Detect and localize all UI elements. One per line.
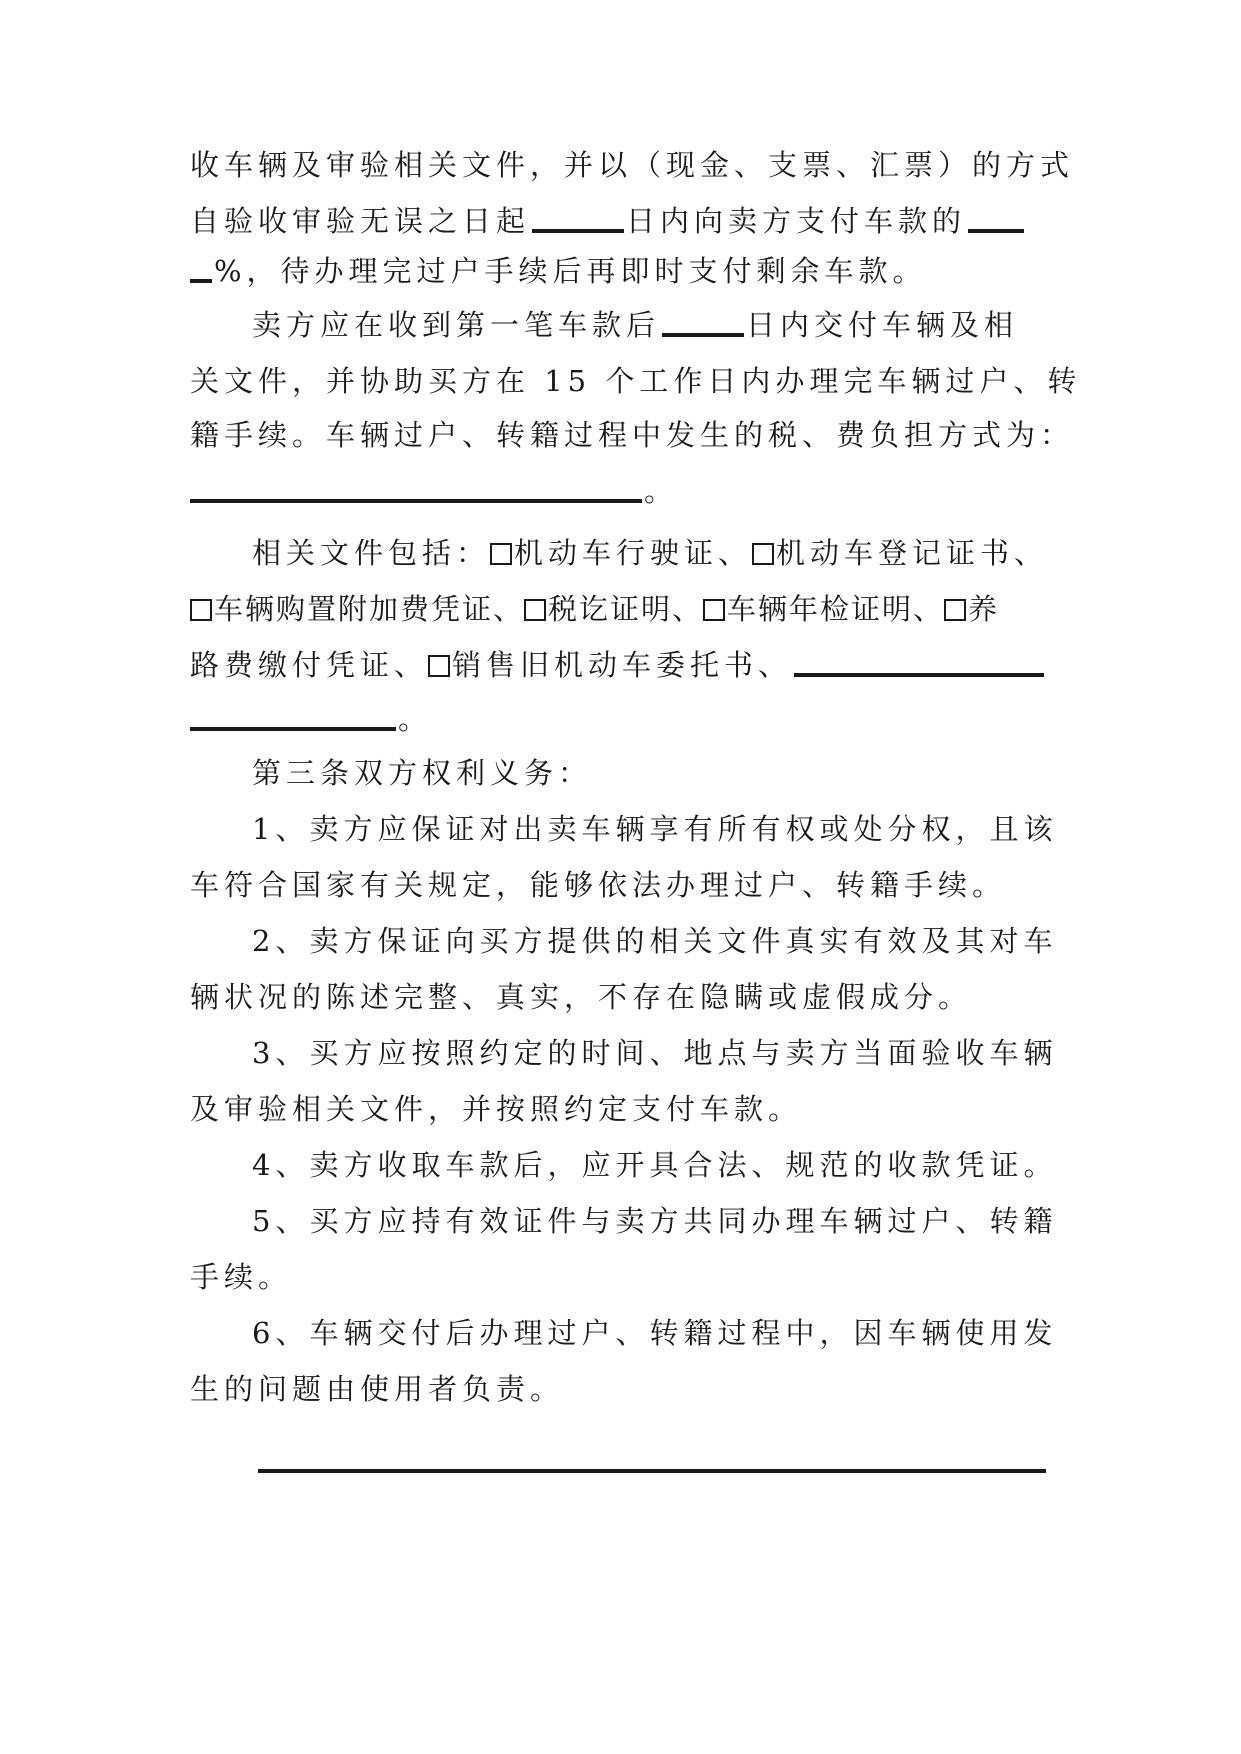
line-text: 车辆年检证明、 [727,592,945,626]
line-text: 。 [398,702,433,736]
text-line [258,1430,1050,1492]
text-line [252,1190,1058,1252]
line-text: 。 [644,474,679,508]
line-text: %，待办理完过户手续后再即时支付剩余车款。 [214,254,927,288]
line-text: 相关文件包括： [252,536,491,570]
checkbox[interactable] [944,599,966,621]
line-text: 生的问题由使用者负责。 [190,1372,565,1406]
line-text: 1、卖方应保证对出卖车辆享有所有权或处分权，且该 [252,812,1058,846]
line-text: 辆状况的陈述完整、真实，不存在隐瞒或虚假成分。 [190,980,973,1014]
text-line [252,1022,1058,1084]
fill-in-blank[interactable] [190,498,642,503]
line-text: 机动车登记证书、 [776,536,1049,570]
line-text: 车辆购置附加费凭证、 [214,592,525,626]
line-text: 3、买方应按照约定的时间、地点与卖方当面验收车辆 [252,1036,1058,1070]
line-text: 6、车辆交付后办理过户、转籍过程中，因车辆使用发 [252,1316,1058,1350]
text-line [190,1078,1050,1140]
text-line [190,460,1050,522]
text-line [190,404,1075,466]
fill-in-blank[interactable] [532,228,624,233]
line-text: 卖方应在收到第一笔车款后 [252,308,661,342]
line-text: 日内交付车辆及相 [746,308,1019,342]
fill-in-blank[interactable] [258,1468,1046,1473]
text-line [252,742,1052,804]
checkbox[interactable] [752,543,774,565]
text-line [252,522,1052,584]
line-text: 收车辆及审验相关文件，并以（现金、支票、汇票）的方式 [190,148,1075,182]
line-text: 自验收审验无误之日起 [190,204,531,238]
line-text: 销售旧机动车委托书、 [452,648,793,682]
line-text: 税讫证明、 [548,592,704,626]
fill-in-blank[interactable] [968,228,1024,233]
text-line [190,1358,1050,1420]
line-text: 关文件，并协助买方在 15 个工作日内办理完车辆过户、转 [190,364,1082,398]
line-text: 日内向卖方支付车款的 [626,204,967,238]
text-line [190,966,1050,1028]
line-text: 机动车行驶证、 [514,536,753,570]
line-text: 养 [968,592,1000,626]
checkbox[interactable] [524,599,546,621]
text-line [252,1302,1058,1364]
text-line [252,910,1058,972]
fill-in-blank[interactable] [190,278,212,283]
line-text: 车符合国家有关规定，能够依法办理过户、转籍手续。 [190,868,1007,902]
text-line [190,634,1050,696]
line-text: 路费缴付凭证、 [190,648,429,682]
checkbox[interactable] [428,655,450,677]
checkbox[interactable] [490,543,512,565]
line-text: 5、买方应持有效证件与卖方共同办理车辆过户、转籍 [252,1204,1058,1238]
text-line [190,1246,1050,1308]
line-text: 手续。 [190,1260,293,1294]
line-text: 及审验相关文件，并按照约定支付车款。 [190,1092,803,1126]
text-line [190,350,1082,412]
section-heading: 第三条双方权利义务： [252,756,593,790]
text-line [252,294,1052,356]
fill-in-blank[interactable] [190,726,396,731]
checkbox[interactable] [703,599,725,621]
text-line [190,134,1075,196]
text-line [190,688,1050,750]
line-text: 2、卖方保证向买方提供的相关文件真实有效及其对车 [252,924,1058,958]
line-text: 籍手续。车辆过户、转籍过程中发生的税、费负担方式为： [190,418,1075,452]
text-line [190,854,1050,916]
checkbox[interactable] [190,599,212,621]
fill-in-blank[interactable] [794,672,1044,677]
fill-in-blank[interactable] [662,332,744,337]
text-line [252,1134,1058,1196]
text-line [190,240,1050,302]
text-line [252,798,1058,860]
text-line [190,578,1050,640]
line-text: 4、卖方收取车款后，应开具合法、规范的收款凭证。 [252,1148,1058,1182]
